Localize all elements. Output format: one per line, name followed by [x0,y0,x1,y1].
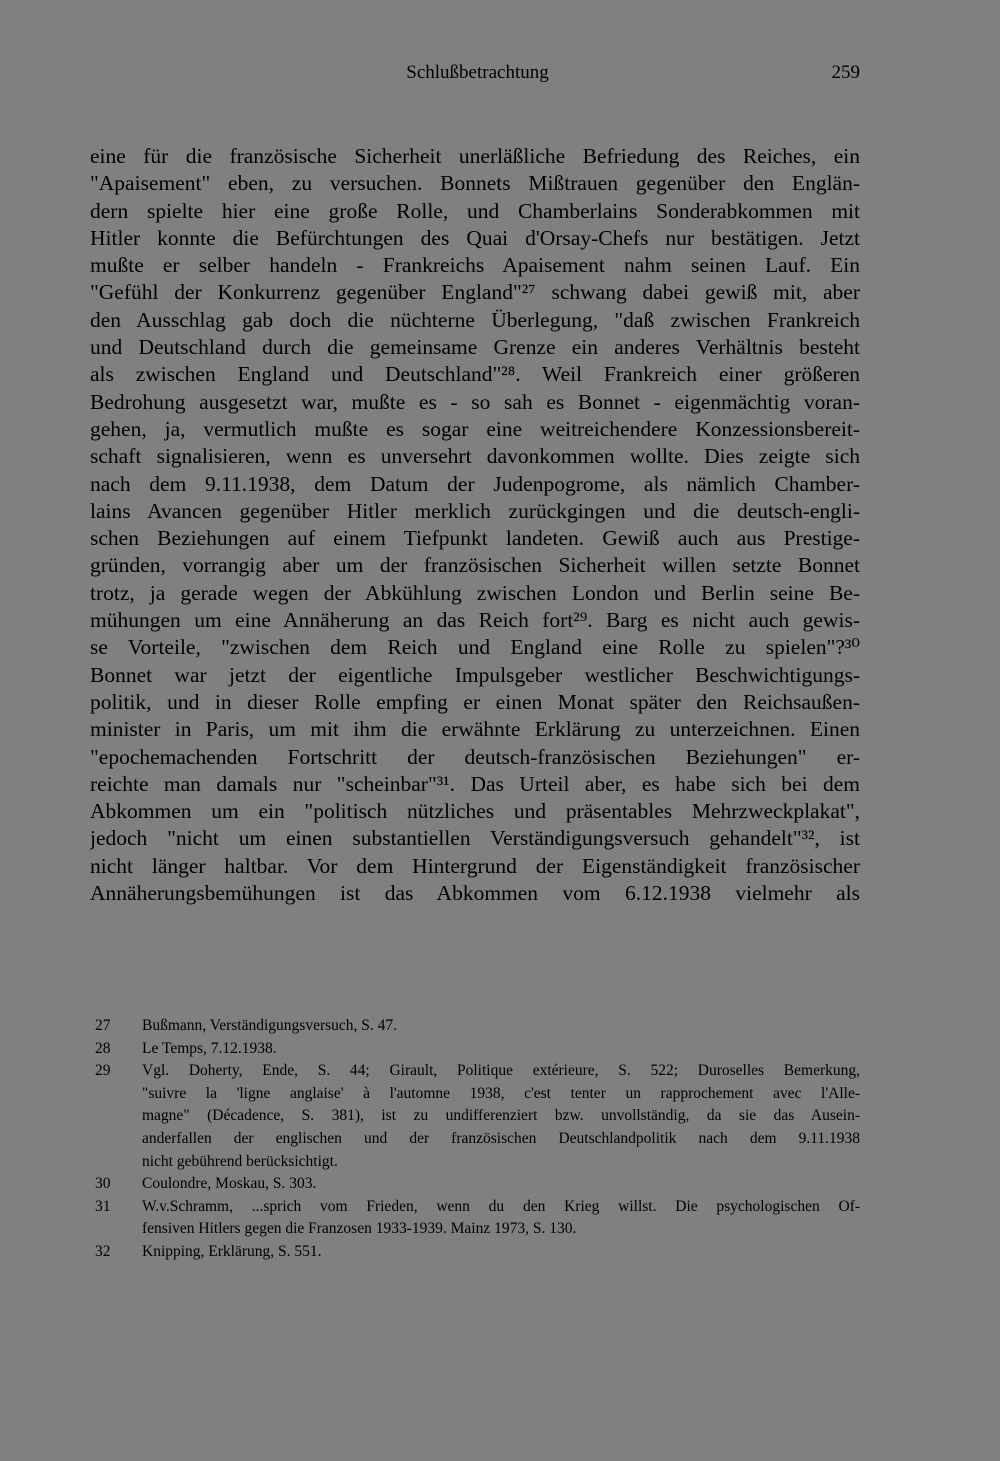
footnote-number: 27 [95,1017,111,1034]
body-line: mühungen um eine Annäherung an das Reich fort²⁹. Barg es nicht auch gewis- [90,608,860,633]
body-line: nach dem 9.11.1938, dem Datum der Judenpogrome, als nämlich Chamber- [90,471,860,496]
page-header [0,62,1000,88]
footnote-text [142,1038,860,1061]
footnote-number: 31 [95,1197,111,1215]
body-line: gehen, ja, vermutlich mußte es sogar eine weitreichendere Konzessionsbereit- [90,416,860,441]
body-line: trotz, ja gerade wegen der Abkühlung zwischen London und Berlin seine Be- [90,580,860,605]
body-line: Hitler konnte die Befürchtungen des Quai d'Orsay-Chefs nur bestätigen. Jetzt [90,225,860,250]
footnote-number: 28 [95,1039,111,1057]
body-line: mußte er selber handeln - Frankreichs Apaisement nahm seinen Lauf. Ein [90,253,860,278]
footnote-line: W.v.Schramm, ...sprich vom Frieden, wenn du den Krieg willst. Die psychologischen Of- [142,1197,860,1215]
body-line: "Gefühl der Konkurrenz gegenüber England"²⁷ schwang dabei gewiß mit, aber [90,280,860,305]
body-line: nicht länger haltbar. Vor dem Hintergrund der Eigenständigkeit französischer [90,853,860,878]
body-line: politik, und in dieser Rolle empfing er einen Monat später den Reichsaußen- [90,689,860,714]
body-line: den Ausschlag gab doch die nüchterne Überlegung, "daß zwischen Frankreich [90,307,860,332]
footnote-32 [95,1241,860,1264]
body-line: Annäherungsbemühungen ist das Abkommen vom 6.12.1938 vielmehr als [90,881,860,906]
footnote-text [142,1173,860,1196]
footnote-line: Le Temps, 7.12.1938. [142,1039,277,1057]
body-line: minister in Paris, um mit ihm die erwähnte Erklärung zu unterzeichnen. Einen [90,717,860,742]
footnote-31 [95,1196,860,1241]
footnote-number: 29 [95,1062,111,1080]
page-number: 259 [831,62,860,83]
footnote-line: "suivre la 'ligne anglaise' à l'automne 1938, c'est tenter un rapprochement avec l'Alle- [142,1084,860,1102]
body-line: als zwischen England und Deutschland"²⁸. Weil Frankreich einer größeren [90,362,860,387]
body-line: dern spielte hier eine große Rolle, und Chamberlains Sonderabkommen mit [90,198,860,223]
footnote-line: Bußmann, Verständigungsversuch, S. 47. [142,1017,398,1034]
body-line: schaft signalisieren, wenn es unversehrt davonkommen wollte. Dies zeigte sich [90,444,860,469]
footnote-line: magne" (Décadence, S. 381), ist zu undifferenziert bzw. unvollständig, da sie das Ausein- [142,1107,860,1125]
body-line: se Vorteile, "zwischen dem Reich und England eine Rolle zu spielen"?³⁰ [90,635,860,660]
footnote-line: fensiven Hitlers gegen die Franzosen 1933-1939. Mainz 1973, S. 130. [142,1220,577,1238]
footnote-line: nicht gebührend berücksichtigt. [142,1152,338,1170]
body-line: "epochemachenden Fortschritt der deutsch-französischen Beziehungen" er- [90,744,860,769]
running-head: Schlußbetrachtung [406,62,549,83]
footnote-28 [95,1038,860,1061]
footnotes [95,1015,860,1264]
footnote-text [142,1241,860,1264]
body-line: lains Avancen gegenüber Hitler merklich zurückgingen und die deutsch-engli- [90,498,860,523]
footnote-line: Coulondre, Moskau, S. 303. [142,1175,317,1193]
body-text [90,143,860,907]
footnote-line: Knipping, Erklärung, S. 551. [142,1242,322,1260]
footnote-text [142,1060,860,1173]
footnote-number: 30 [95,1175,111,1193]
footnote-text [142,1015,860,1038]
footnote-text [142,1196,860,1241]
body-line: Abkommen um ein "politisch nützliches und präsentables Mehrzweckplakat", [90,799,860,824]
footnote-30 [95,1173,860,1196]
body-line: "Apaisement" eben, zu versuchen. Bonnets Mißtrauen gegenüber den Englän- [90,171,860,196]
body-line: Bonnet war jetzt der eigentliche Impulsgeber westlicher Beschwichtigungs- [90,662,860,687]
footnote-29 [95,1060,860,1173]
footnote-27 [95,1015,860,1038]
body-line: und Deutschland durch die gemeinsame Grenze ein anderes Verhältnis besteht [90,335,860,360]
footnote-line: Vgl. Doherty, Ende, S. 44; Girault, Politique extérieure, S. 522; Duroselles Bemerkung, [142,1062,860,1080]
body-line: jedoch "nicht um einen substantiellen Verständigungsversuch gehandelt"³², ist [90,826,860,851]
body-line: gründen, vorrangig aber um der französischen Sicherheit willen setzte Bonnet [90,553,860,578]
body-line: eine für die französische Sicherheit unerläßliche Befriedung des Reiches, ein [90,144,860,168]
body-line: Bedrohung ausgesetzt war, mußte es - so sah es Bonnet - eigenmächtig voran- [90,389,860,414]
footnote-number: 32 [95,1242,111,1260]
footnote-line: anderfallen der englischen und der französischen Deutschlandpolitik nach dem 9.11.1938 [142,1129,860,1147]
body-line: schen Beziehungen auf einem Tiefpunkt landeten. Gewiß auch aus Prestige- [90,526,860,551]
body-line: reichte man damals nur "scheinbar"³¹. Das Urteil aber, es habe sich bei dem [90,771,860,796]
